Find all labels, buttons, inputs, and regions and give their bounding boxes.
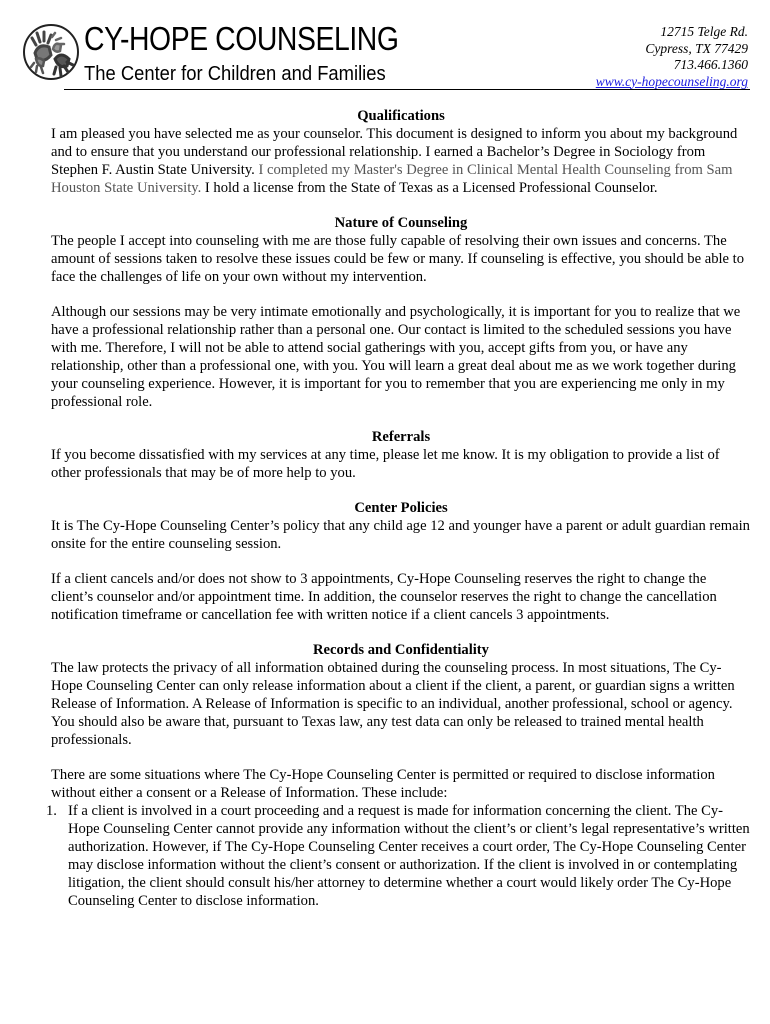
- records-paragraph-2: There are some situations where The Cy-Hope Counseling Center is permitted or required to disclose information without either a consent or a Release of Information. These include:: [51, 767, 715, 801]
- section-title-qualifications: Qualifications: [357, 108, 445, 124]
- phone-number: 713.466.1360: [673, 57, 748, 72]
- website-link[interactable]: www.cy-hopecounseling.org: [595, 73, 748, 89]
- letterhead: [22, 18, 748, 92]
- address-street: 12715 Telge Rd.: [660, 24, 748, 39]
- qualifications-license-text: I hold a license from the State of Texas as a Licensed Professional Counselor.: [201, 180, 658, 196]
- policies-paragraph-2: If a client cancels and/or does not show to 3 appointments, Cy-Hope Counseling reserves the right to change the client’s counselor and/or appointment time. In addition, the counselor reserves the right to change the cancellation notification timeframe or cancellation fee with written notice if a client cancels 3 appointments.: [51, 571, 717, 623]
- section-title-policies: Center Policies: [354, 500, 448, 516]
- header-divider: [64, 89, 750, 90]
- hands-logo-icon: [22, 23, 80, 81]
- contact-block: [596, 24, 748, 90]
- qualifications-masters-text: I completed my Master's Degree in Clinical Mental Health Counseling from Sam Houston State University.: [51, 162, 733, 196]
- nature-paragraph-1: The people I accept into counseling with me are those fully capable of resolving their own issues and concerns. The amount of sessions taken to resolve these issues could be few or many. If counseling is effective, you should be able to face the challenges of life on your own without my intervention.: [51, 233, 745, 285]
- list-item-text: If a client is involved in a court proceeding and a request is made for information concerning the client. The Cy-Hope Counseling Center cannot provide any information without the client’s or client’s legal representative’s written authorization. However, if The Cy-Hope Counseling Center receives a court order, The Cy-Hope Counseling Center may disclose information without the client’s consent or authorization. If the client is involved in or contemplating litigation, the client should consult his/her attorney to determine whether a court would likely order The Cy-Hope Counseling Center to disclose information.: [68, 803, 750, 909]
- policies-paragraph-1: It is The Cy-Hope Counseling Center’s policy that any child age 12 and younger have a parent or adult guardian remain onsite for the entire counseling session.: [51, 518, 750, 552]
- records-paragraph-1: The law protects the privacy of all information obtained during the counseling process. In most situations, The Cy-Hope Counseling Center can only release information about a client if the client, a parent, or guardian signs a written Release of Information. A Release of Information is specific to an individual, another professional, school or agency. You should also be aware that, pursuant to Texas law, any test data can only be released to trained mental health professionals.: [51, 660, 735, 748]
- document-body: [46, 107, 751, 910]
- section-title-nature: Nature of Counseling: [334, 215, 468, 231]
- referrals-paragraph: If you become dissatisfied with my services at any time, please let me know. It is my obligation to provide a list of other professionals that may be of more help to you.: [51, 447, 720, 481]
- list-item-number: 1.: [46, 803, 57, 819]
- nature-paragraph-2: Although our sessions may be very intimate emotionally and psychologically, it is important for you to realize that we have a professional relationship rather than a personal one. Our contact is limited to the scheduled sessions you have with me. Therefore, I will not be able to attend social gatherings with you, accept gifts from you, or have any relationship, other than a professional one, with you. You will learn a great deal about me as we work together during your counseling experience. However, it is important for you to remember that you are experiencing me only in my professional role.: [51, 304, 741, 410]
- address-city: Cypress, TX 77429: [645, 40, 748, 56]
- section-title-records: Records and Confidentiality: [313, 642, 489, 658]
- organization-tagline: The Center for Children and Families: [84, 63, 386, 85]
- section-title-referrals: Referrals: [371, 429, 431, 445]
- list-item: [46, 802, 751, 910]
- organization-name: CY-HOPE COUNSELING: [84, 20, 399, 57]
- qualifications-text: I am pleased you have selected me as your counselor. This document is designed to inform you about my background and to ensure that you understand our professional relationship. I earned a Bachelor’s Degree in Sociology from Stephen F. Austin State University.: [51, 126, 738, 178]
- qualifications-paragraph: [51, 125, 751, 197]
